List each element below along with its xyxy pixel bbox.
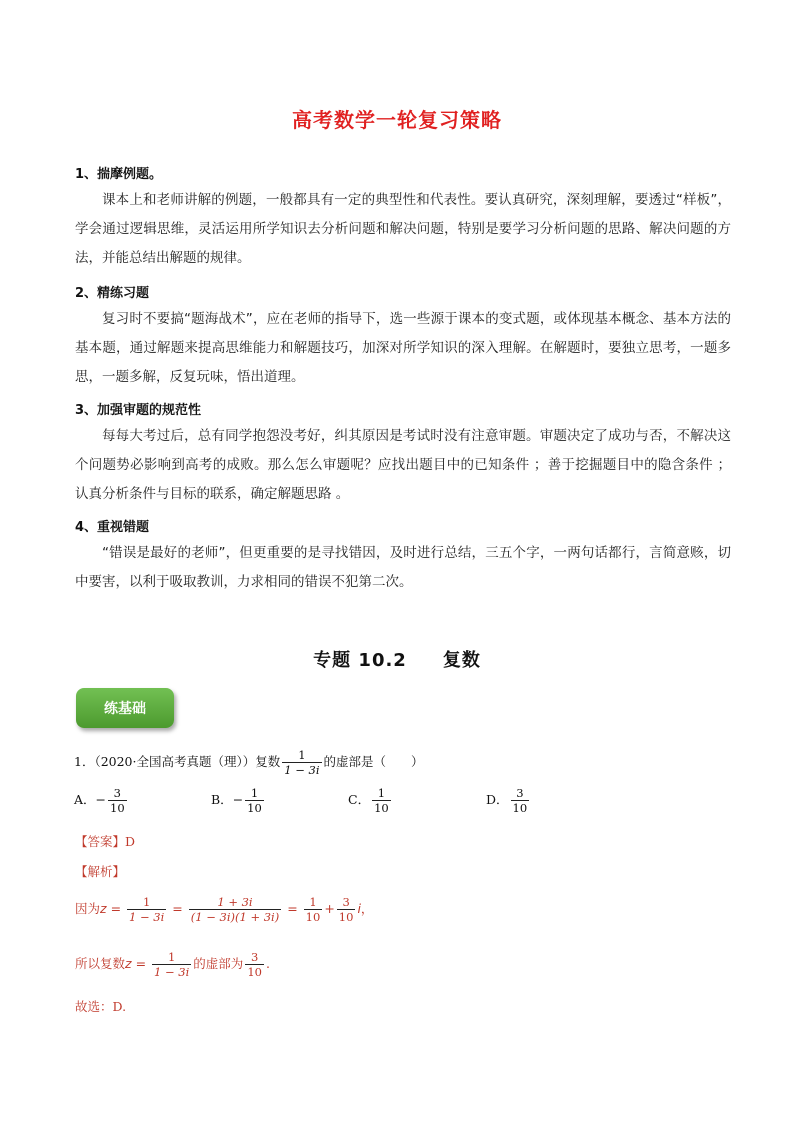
- option-c-label: C．: [348, 792, 371, 807]
- solution-prefix: 因为: [75, 901, 101, 916]
- topic-name: 复数: [442, 650, 481, 671]
- section-2-heading: 2、精练习题: [75, 286, 150, 301]
- solution-line-1: [75, 895, 373, 924]
- solution-line-2: [75, 950, 270, 979]
- option-b: [211, 786, 266, 815]
- practice-badge: 练基础: [76, 688, 174, 728]
- option-c: [348, 786, 393, 815]
- section-1-text: 课本上和老师讲解的例题，一般都具有一定的典型性和代表性。要认真研究，深刻理解，要透过“样板”，学会通过逻辑思维，灵活运用所学知识去分析问题和解决问题，特别是要学习分析问题的思路、解决问题的方法，并能总结出解题的规律。: [75, 192, 731, 266]
- option-c-den: 10: [374, 801, 389, 815]
- solution-i: i: [357, 901, 361, 916]
- section-4-heading: 4、重视错题: [75, 520, 150, 535]
- option-a-fraction: [108, 786, 127, 815]
- solution-plus: +: [324, 901, 335, 916]
- option-b-sign: −: [232, 792, 244, 807]
- solution-line2-mid: 的虚部为: [193, 956, 244, 971]
- answer-value: D: [125, 834, 136, 849]
- solution-line2-eq: =: [135, 956, 147, 971]
- solution-line2-frac: [152, 950, 191, 979]
- option-a-label: A．: [74, 792, 96, 807]
- solution-line2-end: .: [265, 956, 270, 971]
- solution-line2-prefix: 所以复数: [75, 956, 126, 971]
- option-d-num: 3: [516, 786, 524, 800]
- option-d-label: D．: [486, 792, 509, 807]
- question-frac-den: 1 − 3i: [284, 763, 320, 777]
- option-c-num: 1: [377, 786, 386, 800]
- option-b-label: B．: [211, 792, 233, 807]
- question-fraction: [282, 748, 321, 777]
- solution-frac-3: [304, 895, 323, 924]
- section-3-heading: 3、加强审题的规范性: [75, 403, 202, 418]
- option-a-num: 3: [113, 786, 121, 800]
- solution-frac-2: [189, 895, 281, 924]
- question-frac-num: 1: [298, 748, 306, 762]
- solution-frac-4: [337, 895, 356, 924]
- analysis-label: 【解析】: [75, 864, 126, 879]
- section-2-text: 复习时不要搞“题海战术”，应在老师的指导下，选一些源于课本的变式题，或体现基本概念、基本方法的基本题，通过解题来提高思维能力和解题技巧，加深对所学知识的深入理解。在解题时，要独立思考，一题多思，一题多解，反复玩味，悟出道理。: [75, 311, 731, 385]
- option-b-num: 1: [250, 786, 259, 800]
- section-1-heading: 1、揣摩例题。: [75, 167, 163, 182]
- option-a-den: 10: [110, 801, 125, 815]
- solution-frac-4-den: 10: [338, 910, 354, 924]
- solution-line2-result-den: 10: [247, 965, 262, 979]
- option-c-fraction: [372, 786, 391, 815]
- option-b-den: 10: [247, 801, 262, 815]
- option-a-sign: −: [95, 792, 107, 807]
- solution-eq-3: =: [287, 901, 298, 916]
- page-title: 高考数学一轮复习策略: [292, 108, 502, 132]
- solution-frac-1-num: 1: [143, 895, 151, 909]
- solution-frac-2-den: (1 − 3i)(1 + 3i): [190, 910, 280, 924]
- option-d: [486, 786, 531, 815]
- section-4-text: “错误是最好的老师”，但更重要的是寻找错因，及时进行总结，三五个字，一两句话都行，言简意赅，切中要害，以利于吸取教训，力求相同的错误不犯第二次。: [75, 545, 731, 590]
- topic-title: [0, 646, 794, 672]
- solution-frac-2-num: 1 + 3i: [217, 895, 253, 909]
- solution-z: z: [100, 901, 107, 916]
- solution-line2-result-num: 3: [250, 950, 259, 964]
- solution-line1-end: ，: [360, 901, 374, 916]
- solution-frac-3-den: 10: [305, 910, 321, 924]
- question-suffix: 的虚部是（ ）: [323, 754, 424, 769]
- solution-line2-frac-num: 1: [168, 950, 176, 964]
- solution-line2-result: [245, 950, 264, 979]
- answer-line: [75, 832, 135, 850]
- solution-line2-frac-den: 1 − 3i: [154, 965, 190, 979]
- solution-eq-2: =: [172, 901, 183, 916]
- answer-label: 【答案】: [75, 834, 126, 849]
- section-3-text: 每每大考过后，总有同学抱怨没考好，纠其原因是考试时没有注意审题。审题决定了成功与否，不解决这个问题势必影响到高考的成败。那么怎么审题呢？应找出题目中的已知条件 ；善于挖掘题目中的隐含条件 ；认真分析条件与目标的联系，确定解题思路 。: [75, 428, 731, 502]
- solution-eq-1: =: [110, 901, 122, 916]
- solution-line2-z: z: [125, 956, 132, 971]
- solution-final: 故选：D.: [75, 999, 127, 1014]
- option-a: [74, 786, 129, 815]
- question-1: [74, 748, 424, 777]
- option-d-fraction: [511, 786, 530, 815]
- topic-number: 专题 10.2: [313, 650, 407, 671]
- option-d-den: 10: [512, 801, 528, 815]
- solution-frac-1: [127, 895, 166, 924]
- solution-frac-4-num: 3: [342, 895, 350, 909]
- question-prefix: 1．（2020·全国高考真题（理））复数: [74, 754, 281, 769]
- option-b-fraction: [245, 786, 264, 815]
- solution-frac-1-den: 1 − 3i: [129, 910, 165, 924]
- solution-frac-3-num: 1: [309, 895, 317, 909]
